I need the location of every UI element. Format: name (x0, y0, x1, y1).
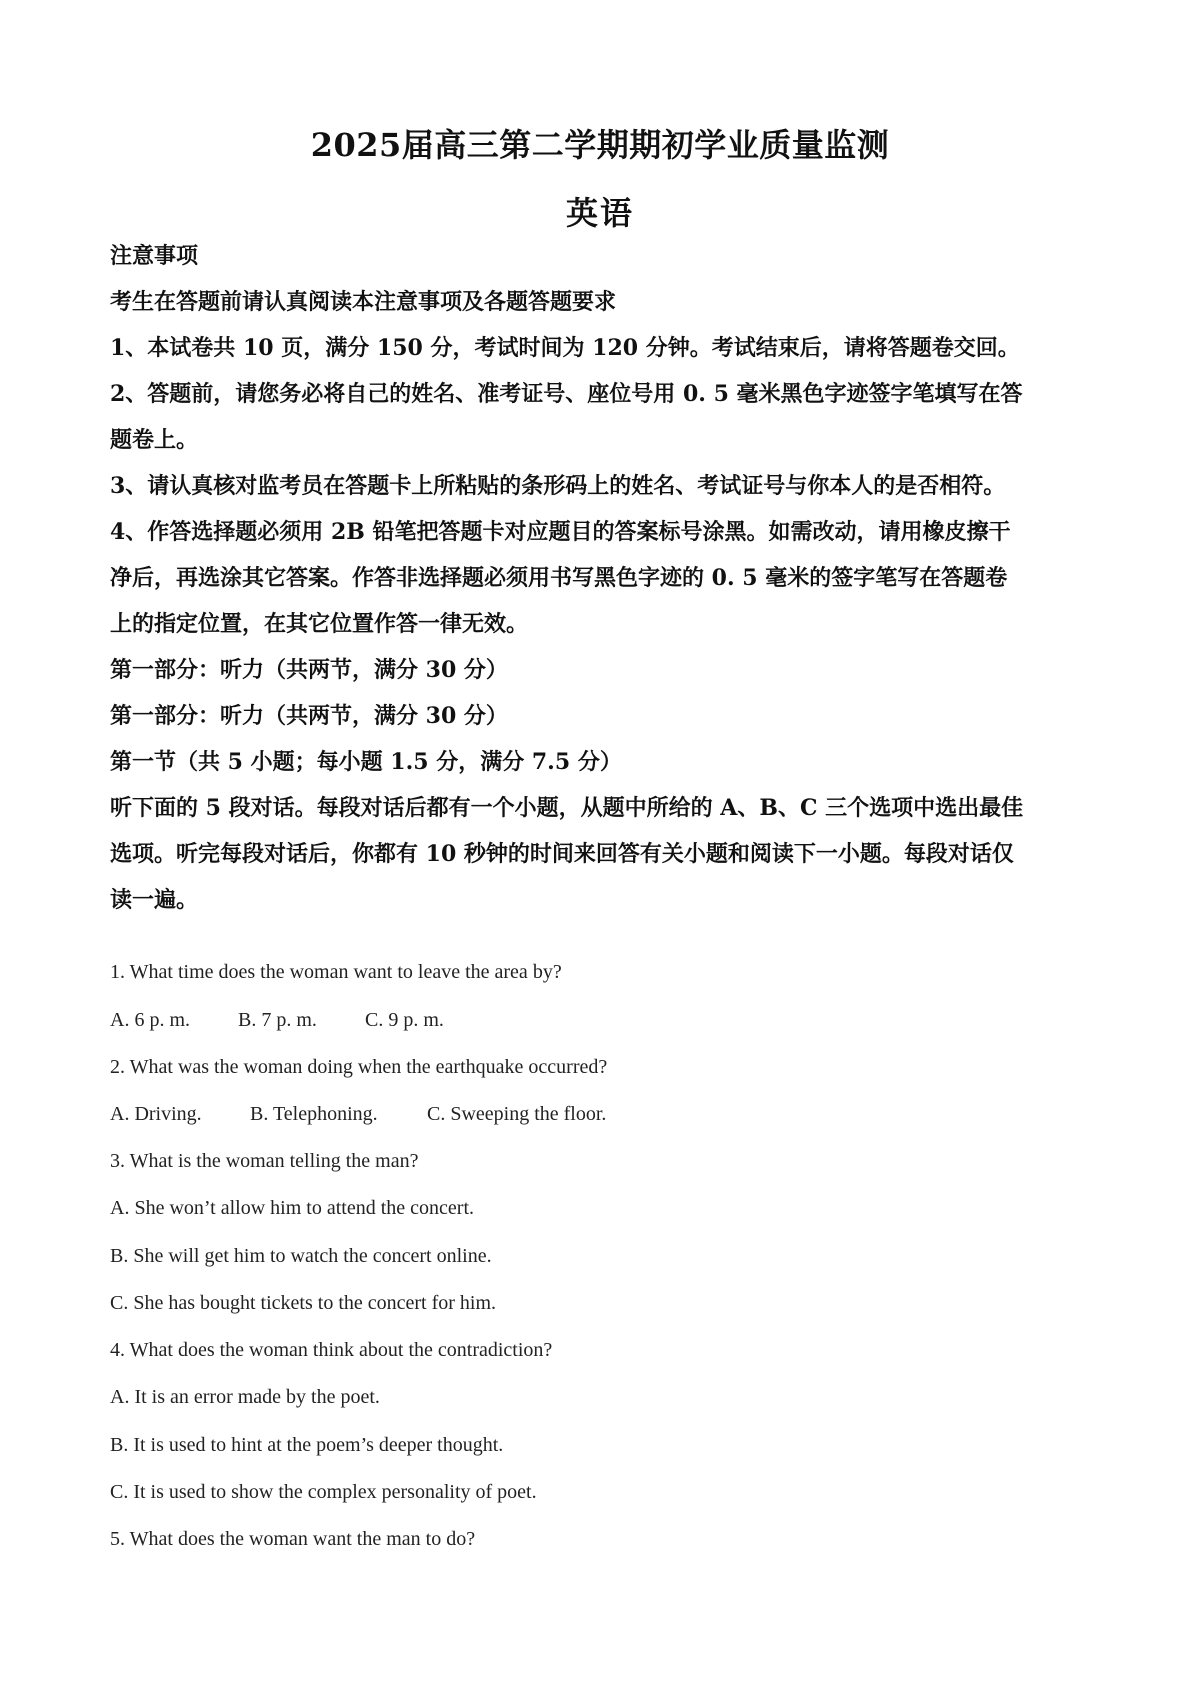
question-4-option-a: A. It is an error made by the poet. (110, 1386, 380, 1408)
section-heading-part1-repeat: 第一部分：听力（共两节，满分 30 分） (110, 703, 508, 729)
option-b: B. 7 p. m. (238, 1009, 317, 1031)
question-4-stem: 4. What does the woman think about the contradiction? (110, 1339, 553, 1361)
notice-item-4-line-1: 4、作答选择题必须用 2B 铅笔把答题卡对应题目的答案标号涂黑。如需改动，请用橡皮擦干 (110, 519, 1011, 545)
subsection-heading: 第一节（共 5 小题；每小题 1.5 分，满分 7.5 分） (110, 749, 622, 775)
question-3-option-a: A. She won’t allow him to attend the concert. (110, 1197, 474, 1219)
notice-intro: 考生在答题前请认真阅读本注意事项及各题答题要求 (110, 289, 617, 315)
question-4-option-c: C. It is used to show the complex personality of poet. (110, 1481, 537, 1503)
notice-item-2-line-1: 2、答题前，请您务必将自己的姓名、准考证号、座位号用 0. 5 毫米黑色字迹签字笔填写在答 (110, 381, 1023, 407)
option-a: A. Driving. (110, 1103, 202, 1125)
notice-item-1: 1、本试卷共 10 页，满分 150 分，考试时间为 120 分钟。考试结束后，请将答题卷交回。 (110, 335, 1020, 361)
question-4-option-b: B. It is used to hint at the poem’s deeper thought. (110, 1434, 504, 1456)
question-3-option-c: C. She has bought tickets to the concert for him. (110, 1292, 497, 1314)
option-c: C. Sweeping the floor. (427, 1103, 607, 1125)
option-c: C. 9 p. m. (365, 1009, 444, 1031)
question-3-option-b: B. She will get him to watch the concert online. (110, 1245, 492, 1267)
question-1-options (110, 1008, 444, 1032)
notice-item-2-line-2: 题卷上。 (110, 427, 199, 453)
option-b: B. Telephoning. (250, 1103, 378, 1125)
notice-heading: 注意事项 (110, 243, 199, 269)
question-3-stem: 3. What is the woman telling the man? (110, 1150, 419, 1172)
question-1-stem: 1. What time does the woman want to leave the area by? (110, 961, 562, 983)
notice-item-4-line-3: 上的指定位置，在其它位置作答一律无效。 (110, 611, 529, 637)
option-a: A. 6 p. m. (110, 1009, 190, 1031)
notice-item-4-line-2: 净后，再选涂其它答案。作答非选择题必须用书写黑色字迹的 0. 5 毫米的签字笔写在答题卷 (110, 565, 1008, 591)
section-heading-part1: 第一部分：听力（共两节，满分 30 分） (110, 657, 508, 683)
question-5-stem: 5. What does the woman want the man to do? (110, 1528, 476, 1550)
instructions-line-3: 读一遍。 (110, 887, 199, 913)
question-2-stem: 2. What was the woman doing when the earthquake occurred? (110, 1056, 608, 1078)
instructions-line-2: 选项。听完每段对话后，你都有 10 秒钟的时间来回答有关小题和阅读下一小题。每段对话仅 (110, 841, 1014, 867)
subject-title: 英语 (565, 194, 634, 232)
question-2-options (110, 1102, 606, 1126)
exam-title: 2025届高三第二学期期初学业质量监测 (310, 126, 890, 164)
instructions-line-1: 听下面的 5 段对话。每段对话后都有一个小题，从题中所给的 A、B、C 三个选项中选出最佳 (110, 795, 1024, 821)
notice-item-3: 3、请认真核对监考员在答题卡上所粘贴的条形码上的姓名、考试证号与你本人的是否相符。 (110, 473, 1006, 499)
